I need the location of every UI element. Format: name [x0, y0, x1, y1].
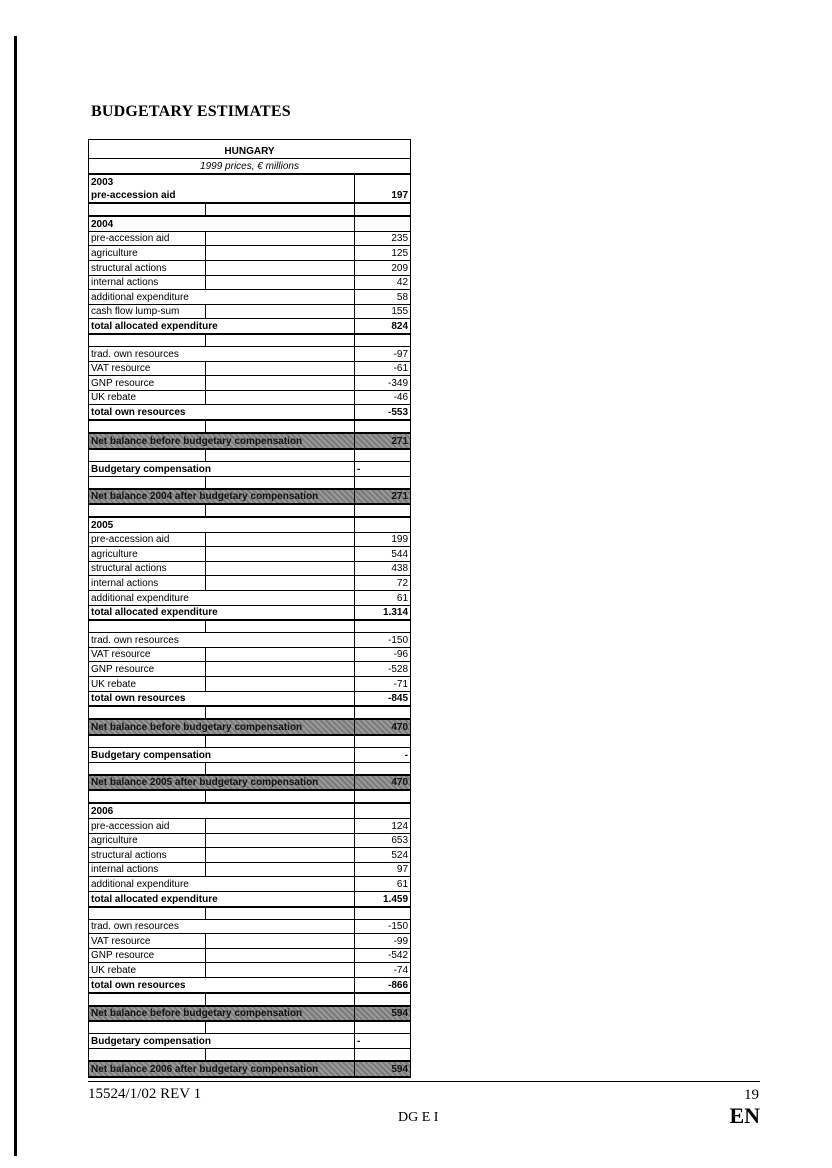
row-label: pre-accession aid: [89, 532, 206, 547]
row-label: Net balance 2005 after budgetary compensation: [89, 775, 355, 791]
row-value: -542: [355, 948, 411, 963]
row-label: agriculture: [89, 246, 206, 261]
row-label: agriculture: [89, 547, 206, 562]
row-value: 61: [355, 877, 411, 892]
row-value: -71: [355, 677, 411, 692]
row-value: 1.459: [355, 891, 411, 906]
year-header-2005: [89, 517, 411, 532]
row-value: 155: [355, 304, 411, 319]
table-unit-row: [89, 159, 411, 175]
table-row: [89, 576, 411, 591]
row-value: -46: [355, 390, 411, 405]
row-label: internal actions: [89, 576, 206, 591]
row-label: additional expenditure: [89, 591, 355, 606]
directorate-label: DG E I: [398, 1110, 439, 1125]
row-value: 124: [355, 819, 411, 834]
table-row: [89, 561, 411, 576]
row-value: -150: [355, 633, 411, 648]
net-balance-after-row: [89, 1061, 411, 1077]
table-header-row: [89, 140, 411, 159]
table-row: [89, 633, 411, 648]
row-value: -99: [355, 934, 411, 949]
table-row: [89, 260, 411, 275]
row-label: total own resources: [89, 977, 355, 992]
budgetary-compensation-row: [89, 461, 411, 476]
budget-table: [88, 139, 410, 1078]
row-value: -61: [355, 361, 411, 376]
row-label: total own resources: [89, 691, 355, 706]
table-row: [89, 819, 411, 834]
row-value: 594: [355, 1006, 411, 1022]
row-value: 653: [355, 833, 411, 848]
row-value: -: [355, 747, 411, 762]
row-value: 61: [355, 591, 411, 606]
row-value: 824: [355, 319, 411, 334]
table-row: [89, 532, 411, 547]
row-label: GNP resource: [89, 948, 206, 963]
table-row: [89, 934, 411, 949]
row-value: -866: [355, 977, 411, 992]
row-value: -97: [355, 346, 411, 361]
row-label: additional expenditure: [89, 290, 355, 305]
row-label: trad. own resources: [89, 919, 355, 934]
row-label: total allocated expenditure: [89, 605, 355, 620]
row-label: pre-accession aid: [89, 231, 206, 246]
net-balance-before-row: [89, 1006, 411, 1022]
row-value: -845: [355, 691, 411, 706]
row-value: 42: [355, 275, 411, 290]
unit-caption: 1999 prices, € millions: [89, 159, 411, 175]
row-label: total allocated expenditure: [89, 319, 355, 334]
row-value: 1.314: [355, 605, 411, 620]
row-value: -74: [355, 963, 411, 978]
row-value: 125: [355, 246, 411, 261]
page-title: BUDGETARY ESTIMATES: [91, 103, 291, 120]
row-label: VAT resource: [89, 934, 206, 949]
total-expenditure-row: [89, 319, 411, 334]
footer-rule: [88, 1081, 760, 1082]
table-row: [89, 833, 411, 848]
row-value: 197: [355, 189, 411, 204]
year-label: 2003: [89, 174, 355, 189]
row-label: total own resources: [89, 405, 355, 420]
row-value: 97: [355, 862, 411, 877]
year-label: 2006: [89, 803, 355, 818]
row-label: UK rebate: [89, 677, 206, 692]
table-row: [89, 647, 411, 662]
row-value: 470: [355, 775, 411, 791]
row-label: pre-accession aid: [89, 189, 355, 204]
row-label: Net balance 2006 after budgetary compensation: [89, 1061, 355, 1077]
table-row: [89, 948, 411, 963]
row-label: Budgetary compensation: [89, 461, 355, 476]
row-value: -: [355, 461, 411, 476]
table-row: [89, 346, 411, 361]
row-label: structural actions: [89, 848, 206, 863]
year-label: 2004: [89, 216, 355, 231]
table-row: [89, 246, 411, 261]
table-row: [89, 275, 411, 290]
row-value: 72: [355, 576, 411, 591]
row-label: agriculture: [89, 833, 206, 848]
table-row: [89, 189, 411, 204]
net-balance-after-row: [89, 489, 411, 505]
total-expenditure-row: [89, 891, 411, 906]
row-value: 271: [355, 489, 411, 505]
row-value: -528: [355, 662, 411, 677]
net-balance-after-row: [89, 775, 411, 791]
row-value: 209: [355, 260, 411, 275]
table-row: [89, 591, 411, 606]
row-label: structural actions: [89, 561, 206, 576]
row-value: -553: [355, 405, 411, 420]
table-row: [89, 231, 411, 246]
row-value: -349: [355, 376, 411, 391]
budgetary-compensation-row: [89, 1034, 411, 1049]
language-code: EN: [729, 1103, 760, 1128]
row-label: structural actions: [89, 260, 206, 275]
row-label: Net balance before budgetary compensation: [89, 433, 355, 449]
table-row: [89, 361, 411, 376]
table-row: [89, 877, 411, 892]
row-label: Budgetary compensation: [89, 1034, 355, 1049]
country-heading: HUNGARY: [89, 140, 411, 159]
row-value: 58: [355, 290, 411, 305]
row-label: Budgetary compensation: [89, 747, 355, 762]
row-label: pre-accession aid: [89, 819, 206, 834]
year-label: 2005: [89, 517, 355, 532]
row-label: Net balance before budgetary compensation: [89, 719, 355, 735]
table-row: [89, 390, 411, 405]
total-expenditure-row: [89, 605, 411, 620]
total-resources-row: [89, 405, 411, 420]
net-balance-before-row: [89, 433, 411, 449]
row-label: VAT resource: [89, 361, 206, 376]
row-value: 470: [355, 719, 411, 735]
row-label: trad. own resources: [89, 633, 355, 648]
row-label: UK rebate: [89, 963, 206, 978]
page-number: 19: [744, 1087, 759, 1103]
table-row: [89, 963, 411, 978]
table-row: [89, 677, 411, 692]
row-value: 438: [355, 561, 411, 576]
table-row: [89, 290, 411, 305]
table-row: [89, 376, 411, 391]
net-balance-before-row: [89, 719, 411, 735]
row-value: 524: [355, 848, 411, 863]
year-header-2004: [89, 216, 411, 231]
table-row: [89, 862, 411, 877]
row-label: internal actions: [89, 862, 206, 877]
year-header-2003: [89, 174, 411, 189]
row-label: GNP resource: [89, 662, 206, 677]
row-label: additional expenditure: [89, 877, 355, 892]
table-row: [89, 662, 411, 677]
margin-change-bar: [14, 36, 17, 1156]
budgetary-compensation-row: [89, 747, 411, 762]
row-value: 271: [355, 433, 411, 449]
row-value: -96: [355, 647, 411, 662]
table-row: [89, 304, 411, 319]
row-label: internal actions: [89, 275, 206, 290]
row-label: trad. own resources: [89, 346, 355, 361]
table-row: [89, 547, 411, 562]
table-row: [89, 848, 411, 863]
year-header-2006: [89, 803, 411, 818]
row-label: cash flow lump-sum: [89, 304, 206, 319]
row-value: 235: [355, 231, 411, 246]
row-label: GNP resource: [89, 376, 206, 391]
row-label: UK rebate: [89, 390, 206, 405]
total-resources-row: [89, 977, 411, 992]
row-value: -: [355, 1034, 411, 1049]
total-resources-row: [89, 691, 411, 706]
document-reference: 15524/1/02 REV 1: [88, 1086, 202, 1102]
row-label: Net balance before budgetary compensation: [89, 1006, 355, 1022]
row-value: 544: [355, 547, 411, 562]
row-label: VAT resource: [89, 647, 206, 662]
row-label: total allocated expenditure: [89, 891, 355, 906]
row-value: 199: [355, 532, 411, 547]
row-value: 594: [355, 1061, 411, 1077]
row-value: -150: [355, 919, 411, 934]
row-label: Net balance 2004 after budgetary compensation: [89, 489, 355, 505]
table-row: [89, 919, 411, 934]
